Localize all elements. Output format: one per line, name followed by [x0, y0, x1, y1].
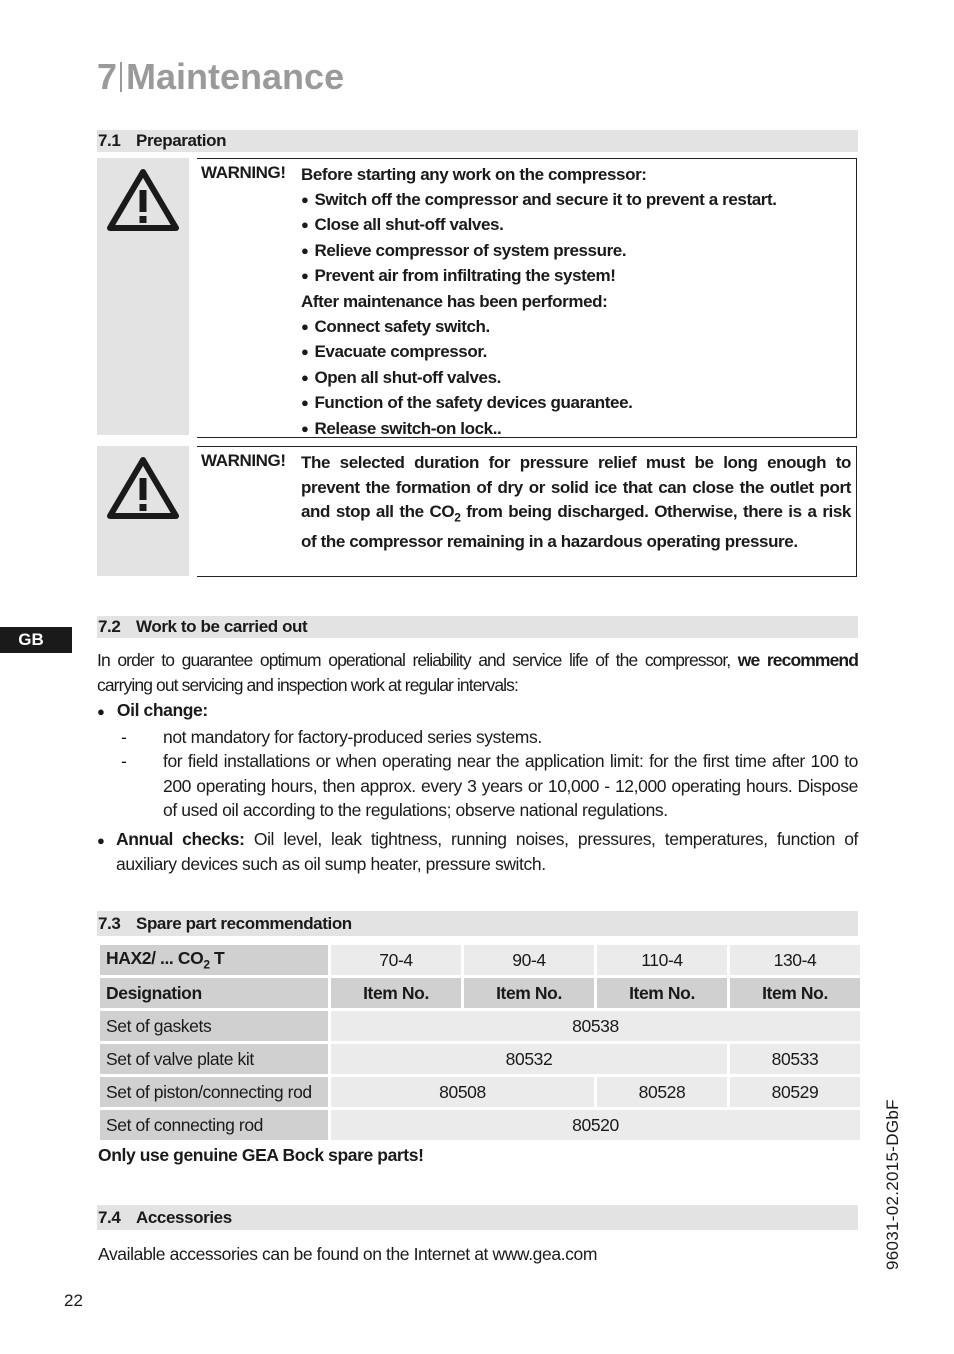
part-number: 80528	[597, 1077, 727, 1107]
designation-header: Designation	[100, 978, 328, 1008]
bullet-icon	[97, 827, 104, 854]
list-item: ● Release switch-on lock..	[301, 417, 851, 443]
model-cell: 90-4	[464, 945, 594, 975]
item-no-header: Item No.	[597, 978, 727, 1008]
part-number: 80538	[331, 1011, 860, 1041]
model-cell: 110-4	[597, 945, 727, 975]
document-code: 96031-02.2015-DGbF	[883, 1099, 902, 1270]
list-item: ● Connect safety switch.	[301, 315, 851, 341]
list-item: ● Relieve compressor of system pressure.	[301, 239, 851, 265]
warning-triangle-icon	[107, 456, 179, 520]
annual-checks-block	[97, 827, 858, 876]
part-number: 80508	[331, 1077, 594, 1107]
part-number: 80520	[331, 1110, 860, 1140]
model-header: HAX2/ ... $CO_2$ T	[100, 945, 328, 975]
genuine-parts-note: Only use genuine GEA Bock spare parts!	[98, 1145, 424, 1165]
part-number: 80533	[730, 1044, 860, 1074]
item-no-header: Item No.	[730, 978, 860, 1008]
accessories-text: Available accessories can be found on the Internet at www.gea.com	[98, 1244, 597, 1264]
section-header-spare-parts: 7.3 Spare part recommendation	[97, 911, 858, 936]
part-label: Set of piston/connecting rod	[100, 1077, 328, 1107]
list-item: ● Function of the safety devices guarantee.	[301, 391, 851, 417]
table-row	[100, 945, 860, 975]
chapter-title	[97, 56, 344, 98]
part-label: Set of connecting rod	[100, 1110, 328, 1140]
part-number: 80532	[331, 1044, 727, 1074]
oil-change-heading: ● Oil change:	[97, 698, 858, 725]
list-item: ● Close all shut-off valves.	[301, 213, 851, 239]
warning-text	[301, 163, 851, 443]
list-item: - not mandatory for factory-produced series systems.	[121, 726, 542, 747]
spare-parts-table	[97, 942, 863, 1143]
list-item: ● Open all shut-off valves.	[301, 366, 851, 392]
model-cell: 130-4	[730, 945, 860, 975]
warning-icon-panel	[97, 158, 189, 435]
table-row	[100, 1044, 860, 1074]
warning-label: WARNING!	[201, 451, 286, 470]
list-item: ● Evacuate compressor.	[301, 340, 851, 366]
warning-box-pressure-relief	[197, 446, 857, 577]
item-no-header: Item No.	[331, 978, 461, 1008]
table-row	[100, 1011, 860, 1041]
table-row	[100, 978, 860, 1008]
list-item: - for field installations or when operating near the application limit: for the first time after 100 to 200 operating hours, then approx. every 3 years or 10,000 - 12,000 operating hours. Dispose of used oil according to the regulations; observe national regulations.	[121, 751, 858, 821]
oil-change-block	[97, 698, 858, 823]
list-item: ● Switch off the compressor and secure it to prevent a restart.	[301, 188, 851, 214]
warning-intro: Before starting any work on the compressor:	[301, 165, 647, 184]
part-label: Set of gaskets	[100, 1011, 328, 1041]
part-number: 80529	[730, 1077, 860, 1107]
model-cell: 70-4	[331, 945, 461, 975]
title-divider	[120, 62, 122, 92]
chapter-number: 7	[97, 56, 118, 97]
part-label: Set of valve plate kit	[100, 1044, 328, 1074]
table-row	[100, 1110, 860, 1140]
list-item: ● Annual checks: Oil level, leak tightness, running noises, pressures, temperatures, function of auxiliary devices such as oil sump heater, pressure switch.	[97, 827, 858, 876]
bullet-icon	[97, 700, 104, 720]
item-no-header: Item No.	[464, 978, 594, 1008]
warning-triangle-icon	[107, 168, 179, 232]
warning-after-heading: After maintenance has been performed:	[301, 291, 608, 311]
warning-box-preparation	[197, 158, 857, 438]
chapter-name: Maintenance	[126, 56, 345, 97]
section-header-preparation: 7.1 Preparation	[97, 130, 858, 152]
warning-label: WARNING!	[201, 163, 286, 182]
section-header-accessories: 7.4 Accessories	[97, 1205, 858, 1230]
warning-icon-panel	[97, 446, 189, 576]
section-header-work: 7.2 Work to be carried out	[97, 616, 858, 638]
warning-text: The selected duration for pressure relief must be long enough to prevent the formation of dry or solid ice that can close the outlet port and stop all the $CO_2$ from being discharged. Otherwise, there is a risk of the compressor remaining in a hazardous operating pressure.	[301, 453, 851, 552]
page-number: 22	[64, 1291, 83, 1310]
list-item: ● Prevent air from infiltrating the system!	[301, 264, 851, 290]
language-tab: GB	[0, 627, 72, 653]
table-row	[100, 1077, 860, 1107]
work-intro: In order to guarantee optimum operational reliability and service life of the compressor, we recommend carrying out servicing and inspection work at regular intervals:	[97, 650, 858, 695]
